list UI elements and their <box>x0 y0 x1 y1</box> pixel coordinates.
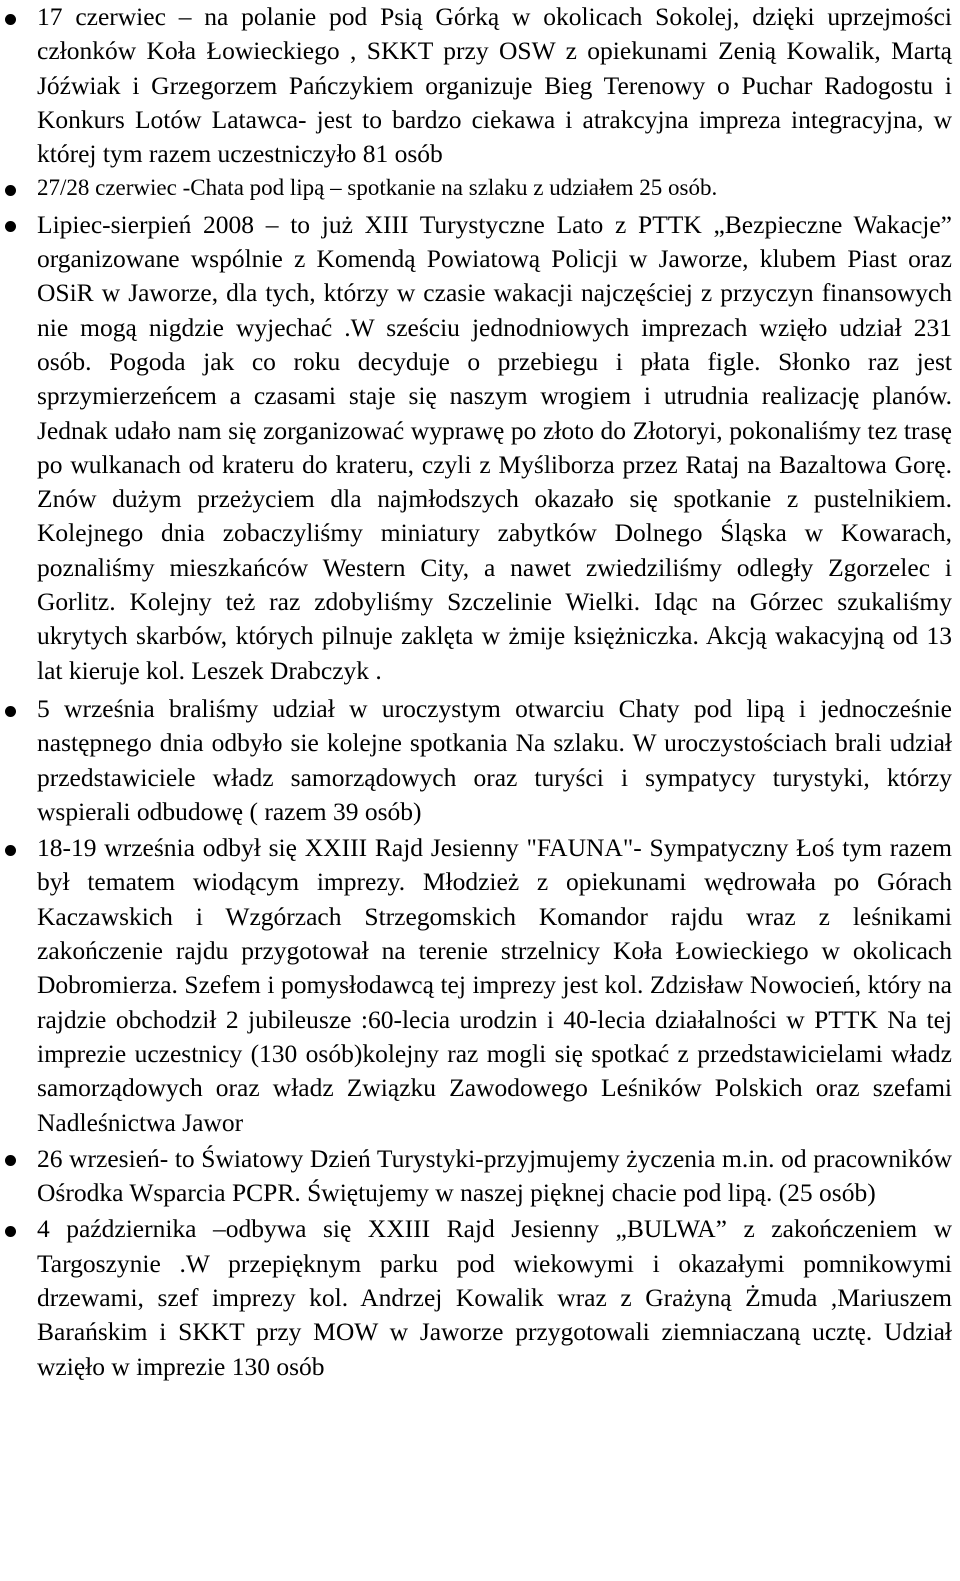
bullet-icon <box>3 0 17 34</box>
list-item-text: 17 czerwiec – na polanie pod Psią Górką w okolicach Sokolej, dzięki uprzejmości członków Koła Łowieckiego , SKKT przy OSW z opiekunami Zenią Kowalik, Martą Jóźwiak i Grzegorzem Pańczykiem organizuje Bieg Terenowy o Puchar Radogostu i Konkurs Lotów Latawca- jest to bardzo ciekawa i atrakcyjna impreza integracyjna, w której tym razem uczestniczyło 81 osób <box>37 2 952 169</box>
bullet-icon <box>3 171 17 205</box>
list-item-text: 5 września braliśmy udział w uroczystym otwarciu Chaty pod lipą i jednocześnie następnego dnia odbyło sie kolejne spotkania Na szlaku. W uroczystościach brali udział przedstawiciele władz samorządowych oraz turyści i sympatycy turystyki, którzy wspierali odbudowę ( razem 39 osób) <box>37 693 952 826</box>
list-item <box>0 171 960 205</box>
list-item-text: 26 wrzesień- to Światowy Dzień Turystyki-przyjmujemy życzenia m.in. od pracowników Ośrodka Wsparcia PCPR. Świętujemy w naszej pięknej chacie pod lipą. (25 osób) <box>37 1143 952 1208</box>
list-item <box>0 208 960 688</box>
list-item <box>0 692 960 829</box>
list-item-text: 18-19 września odbył się XXIII Rajd Jesienny "FAUNA"- Sympatyczny Łoś tym razem był tematem wiodącym imprezy. Młodzież z opiekunami wędrowała po Górach Kaczawskich i Wzgórzach Strzegomskich Komandor rajdu wraz z leśnikami zakończenie rajdu przygotował na terenie strzelnicy Koła Łowieckiego w okolicach Dobromierza. Szefem i pomysłodawcą tej imprezy jest kol. Zdzisław Nowocień, który na rajdzie obchodził 2 jubileusze :60-lecia urodzin i 40-lecia działalności w PTTK Na tej imprezie uczestnicy (130 osób)kolejny raz mogli się spotkać z przedstawicielami władz samorządowych oraz władz Związku Zawodowego Leśników Polskich oraz szefami Nadleśnictwa Jawor <box>37 833 952 1137</box>
list-item-text: Lipiec-sierpień 2008 – to już XIII Turystyczne Lato z PTTK „Bezpieczne Wakacje” organizowane wspólnie z Komendą Powiatową Policji w Jaworze, klubem Piast oraz OSiR w Jaworze, dla tych, którzy w czasie wakacji najczęściej z przyczyn finansowych nie mogą nigdzie wyjechać .W sześciu jednodniowych imprezach wzięło udział 231 osób. Pogoda jak co roku decyduje o przebiegu i płata figle. Słonko raz jest sprzymierzeńcem a czasami staje się naszym wrogiem i utrudnia realizację planów. Jednak udało nam się zorganizować wyprawę po złoto do Złotoryi, pokonaliśmy tez trasę po wulkanach od krateru do krateru, czyli z Myśliborza przez Rataj na Bazaltowa Gorę. Znów dużym przeżyciem dla najmłodszych okazało się spotkanie z pustelnikiem. Kolejnego dnia zobaczyliśmy miniatury zabytków Dolnego Śląska w Kowarach, poznaliśmy mieszkańców Western City, a nawet zwiedziliśmy odległy Zgorzelec i Gorlitz. Kolejny też raz zdobyliśmy Szczelinie Wielki. Idąc na Górzec szukaliśmy ukrytych skarbów, których pilnuje zaklęta w żmije księżniczka. Akcją wakacyjną od 13 lat kieruje kol. Leszek Drabczyk . <box>37 209 952 685</box>
list-item-text: 27/28 czerwiec -Chata pod lipą – spotkanie na szlaku z udziałem 25 osób. <box>37 175 718 201</box>
bullet-icon <box>3 1212 17 1246</box>
list-item <box>0 1212 960 1383</box>
list-item <box>0 1142 960 1211</box>
bullet-icon <box>3 208 17 242</box>
list-item-text: 4 października –odbywa się XXIII Rajd Jesienny „BULWA” z zakończeniem w Targoszynie .W przepięknym parku pod wiekowymi i okazałymi pomnikowymi drzewami, szef imprezy kol. Andrzej Kowalik wraz z Grażyną Żmuda ,Mariuszem Barańskim i SKKT przy MOW w Jaworze przygotowali ziemniaczaną ucztę. Udział wzięło w imprezie 130 osób <box>37 1214 952 1381</box>
list-item <box>0 831 960 1140</box>
bullet-icon <box>3 1142 17 1176</box>
bullet-icon <box>3 692 17 726</box>
list-item <box>0 0 960 171</box>
bullet-icon <box>3 831 17 865</box>
